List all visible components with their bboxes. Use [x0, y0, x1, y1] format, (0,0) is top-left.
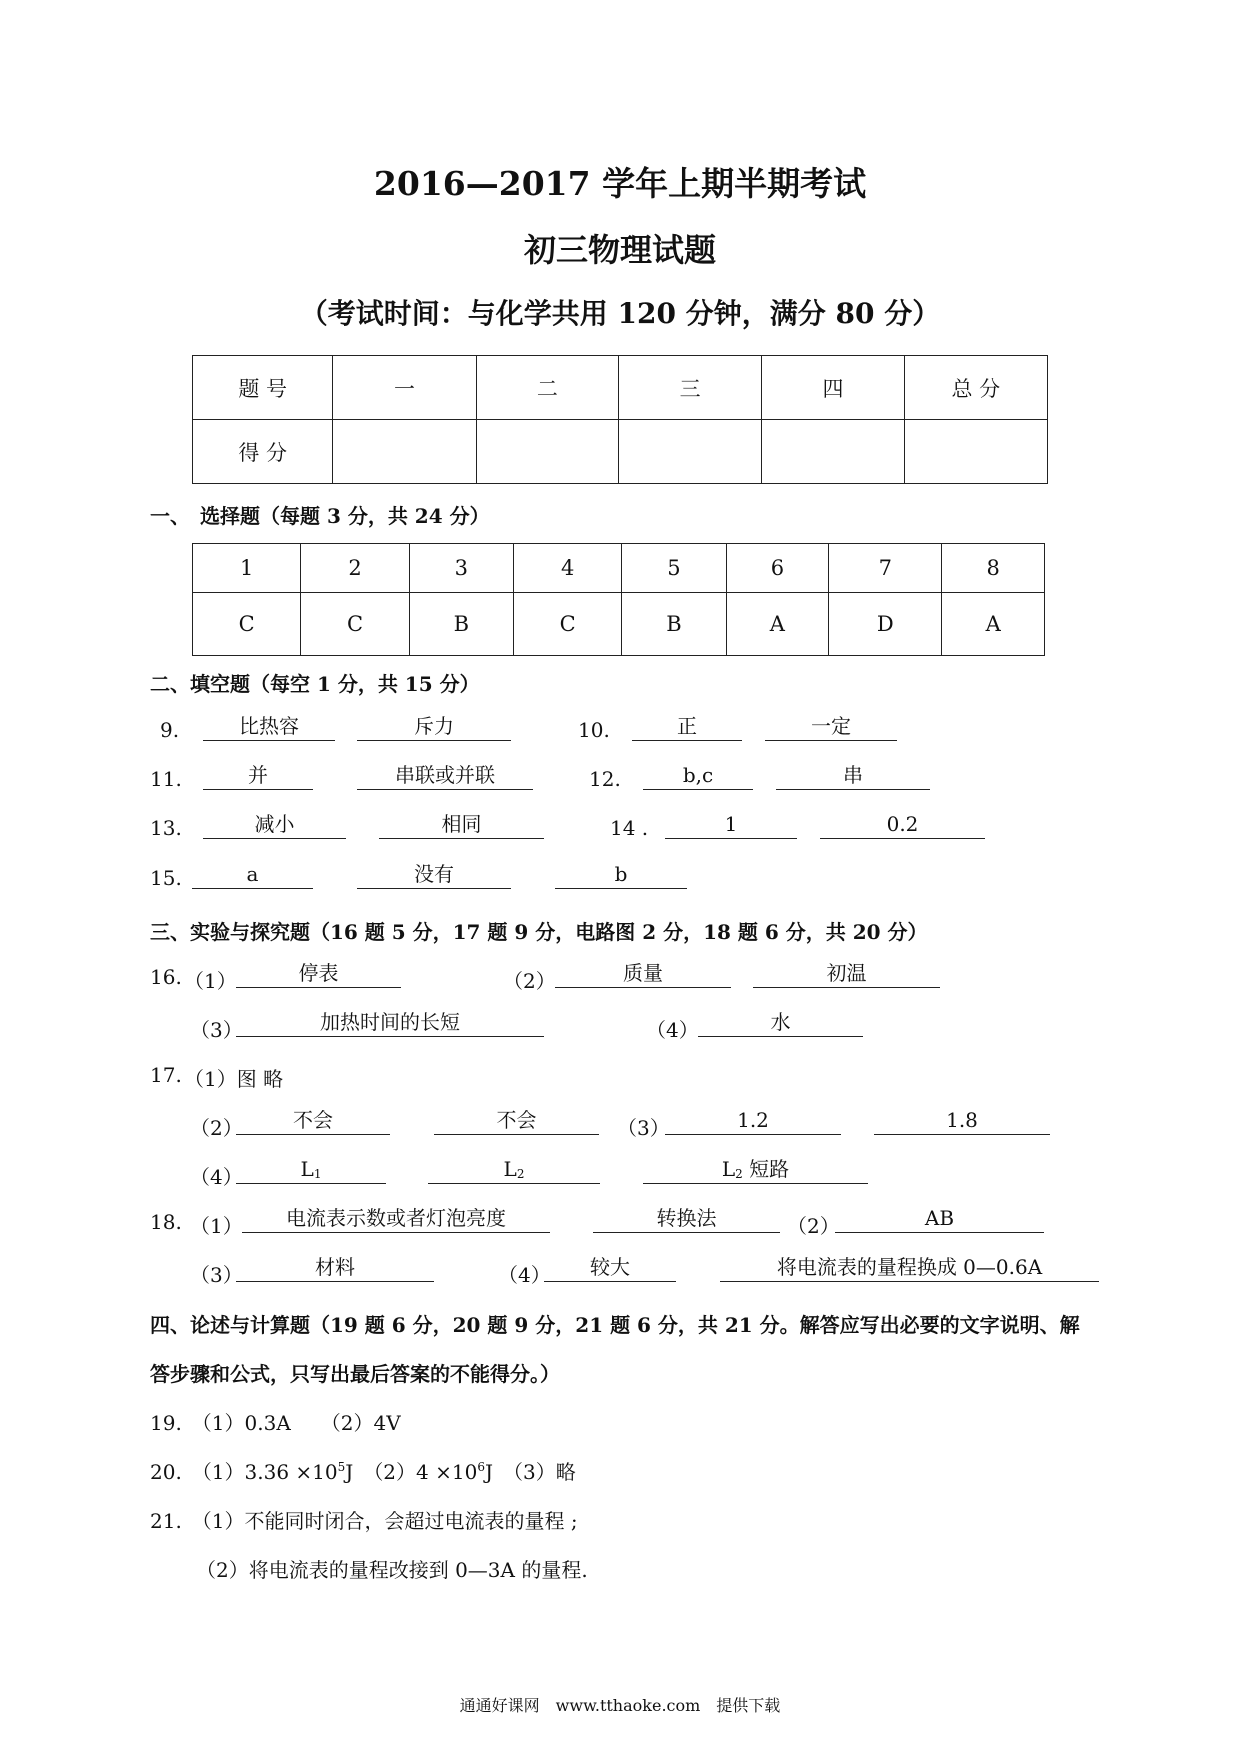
answer-blank: 电流表示数或者灯泡亮度 — [242, 1205, 550, 1233]
answer-blank: 转换法 — [593, 1205, 780, 1233]
score-cell — [476, 420, 618, 484]
answer-blank: 不会 — [434, 1107, 599, 1135]
answer-cell: B — [622, 593, 726, 656]
part-label: （4） — [190, 1165, 243, 1189]
part-label: （1） — [190, 1214, 243, 1238]
exam-title: 2016—2017 学年上期半期考试 — [373, 164, 867, 203]
score-cell — [762, 420, 904, 484]
score-table — [192, 355, 1048, 484]
question-number: 9. — [160, 718, 180, 742]
answer-cell: C — [301, 593, 409, 656]
question-number: 11. — [150, 767, 182, 791]
choice-answer-table — [192, 543, 1045, 656]
answer-blank: 初温 — [753, 960, 940, 988]
answer-blank: 较大 — [544, 1254, 676, 1282]
part-label: （2） — [787, 1214, 840, 1238]
score-cell — [619, 420, 762, 484]
answer-blank: 1.2 — [665, 1107, 841, 1135]
question-number-cell: 5 — [622, 544, 726, 593]
part-label: （4） — [498, 1263, 551, 1287]
answer-blank: 1.8 — [874, 1107, 1050, 1135]
answer-cell: C — [513, 593, 621, 656]
question-number-cell: 2 — [301, 544, 409, 593]
answer-blank: $L_2$ — [428, 1156, 600, 1184]
score-header-cell: 题 号 — [193, 356, 333, 420]
answer-blank: 比热容 — [203, 713, 335, 741]
part-label: （2） — [190, 1116, 243, 1140]
answer-cell: A — [942, 593, 1045, 656]
answer-blank: 正 — [632, 713, 742, 741]
answer-blank: $L_1$ — [236, 1156, 386, 1184]
answer-blank: 质量 — [555, 960, 731, 988]
section4-title-cont: 答步骤和公式，只写出最后答案的不能得分。） — [150, 1362, 560, 1386]
question-number-cell: 3 — [409, 544, 513, 593]
score-header-cell: 三 — [619, 356, 762, 420]
part-label: （3） — [190, 1018, 243, 1042]
question-number: 13. — [150, 816, 182, 840]
answer-blank: 串 — [776, 762, 930, 790]
answer-blank: a — [192, 861, 313, 889]
exam-info: （考试时间：与化学共用 120 分钟，满分 80 分） — [299, 297, 941, 330]
answer-blank: 相同 — [379, 811, 544, 839]
answer-blank: AB — [835, 1205, 1044, 1233]
part-label: （1） — [184, 969, 237, 993]
answer-blank: 串联或并联 — [357, 762, 533, 790]
answer-blank: 斥力 — [357, 713, 511, 741]
section1-title: 一、 选择题（每题 3 分，共 24 分） — [150, 504, 490, 528]
part-label: （3） — [617, 1116, 670, 1140]
question-19-answer: 19. （1）0.3A （2）4V — [150, 1411, 401, 1435]
part-label: （3） — [190, 1263, 243, 1287]
question-number-cell: 8 — [942, 544, 1045, 593]
section2-title: 二、填空题（每空 1 分，共 15 分） — [150, 672, 480, 696]
question-21-answer-part2: （2）将电流表的量程改接到 0—3A 的量程. — [196, 1558, 588, 1582]
footer-source: 通通好课网 www.tthaoke.com 提供下载 — [459, 1696, 781, 1715]
answer-blank: 减小 — [203, 811, 346, 839]
part-label: （2） — [503, 969, 556, 993]
answer-blank: 水 — [698, 1009, 863, 1037]
question-number: 14 . — [610, 816, 649, 840]
answer-blank: 停表 — [236, 960, 401, 988]
score-cell — [333, 420, 476, 484]
answer-cell: B — [409, 593, 513, 656]
answer-blank: 加热时间的长短 — [236, 1009, 544, 1037]
score-cell — [904, 420, 1047, 484]
question-number-cell: 7 — [829, 544, 942, 593]
question-21-answer: 21. （1）不能同时闭合，会超过电流表的量程 ; — [150, 1509, 578, 1533]
score-header-cell: 四 — [762, 356, 904, 420]
part-label: （1）图 略 — [184, 1067, 284, 1091]
answer-blank: b,c — [643, 762, 753, 790]
part-label: （4） — [646, 1018, 699, 1042]
question-number-cell: 4 — [513, 544, 621, 593]
score-header-cell: 一 — [333, 356, 476, 420]
question-number: 16. — [150, 965, 182, 989]
section4-title: 四、论述与计算题（19 题 6 分，20 题 9 分，21 题 6 分，共 21 分。解答应写出必要的文字说明、解 — [150, 1313, 1080, 1337]
answer-cell: D — [829, 593, 942, 656]
score-header-cell: 二 — [476, 356, 618, 420]
answer-blank: 0.2 — [820, 811, 985, 839]
score-row-label: 得 分 — [193, 420, 333, 484]
question-number: 10. — [578, 718, 610, 742]
answer-blank: 不会 — [236, 1107, 390, 1135]
answer-blank: 1 — [665, 811, 797, 839]
section3-title: 三、实验与探究题（16 题 5 分，17 题 9 分，电路图 2 分，18 题 6 分，共 20 分） — [150, 920, 928, 944]
answer-cell: A — [726, 593, 829, 656]
question-number: 15. — [150, 866, 182, 890]
answer-blank: b — [555, 861, 687, 889]
answer-blank: 没有 — [357, 861, 511, 889]
answer-blank: 一定 — [765, 713, 897, 741]
score-header-cell: 总 分 — [904, 356, 1047, 420]
answer-blank: 材料 — [236, 1254, 434, 1282]
answer-cell: C — [193, 593, 301, 656]
question-number: 17. — [150, 1063, 182, 1087]
question-20-answer: 20. $(1)3.36 \times 10^5J$ $(2)4 \times 10^6J$ （3）略 — [150, 1460, 576, 1484]
question-number-cell: 1 — [193, 544, 301, 593]
exam-subject: 初三物理试题 — [523, 231, 716, 269]
answer-blank: 将电流表的量程换成 0—0.6A — [720, 1254, 1099, 1282]
question-number: 12. — [589, 767, 621, 791]
question-number-cell: 6 — [726, 544, 829, 593]
question-number: 18. — [150, 1210, 182, 1234]
question-number: 20. — [150, 1460, 182, 1484]
answer-blank: 并 — [203, 762, 313, 790]
answer-blank: $L_2$ 短路 — [643, 1156, 868, 1184]
